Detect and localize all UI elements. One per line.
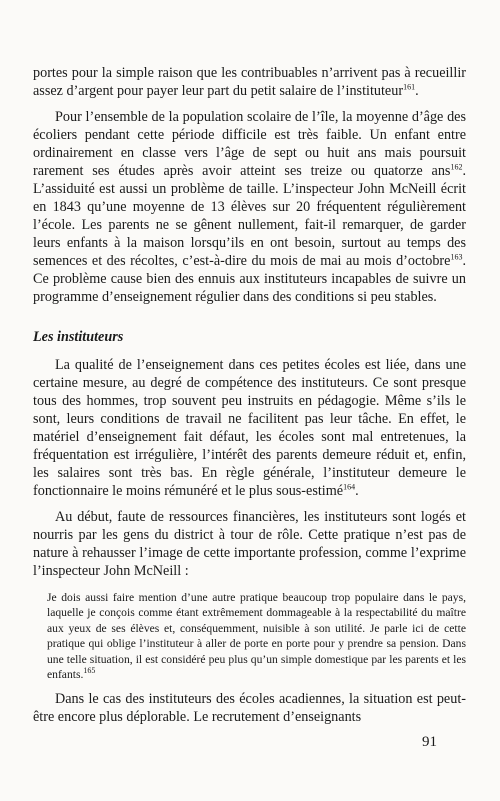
footnote-ref-164[interactable]: 164	[343, 482, 356, 492]
paragraph-lodging: Au début, faute de ressources financières, les instituteurs sont logés et nourris par les gens du district à tour de rôle. Cette pratique n’est pas de nature à rehausser l’image de cette importante profession, comme l’exprime l’inspecteur John McNeill :	[33, 509, 466, 579]
paragraph-continuation: portes pour la simple raison que les contribuables n’arrivent pas à recueillir assez d’argent pour payer leur part du petit salaire de l’instituteur$^{161}$.	[33, 65, 466, 99]
block-quotation: Je dois aussi faire mention d’une autre pratique beaucoup trop populaire dans le pays, laquelle je conçois comme étant extrêmement dommageable à la respectabilité du maître aux yeux de ses élèves et, conséquemment, nuisible à son utilité. Je parle ici de cette pratique qui oblige l’instituteur à aller de porte en porte pour y prendre sa pension. Dans une telle situation, il est considéré peu plus qu’un simple domestique par les parents et les enfants.$^{165}$	[47, 591, 466, 682]
footnote-ref-162[interactable]: 162	[450, 162, 463, 172]
paragraph-acadian-schools: Dans le cas des instituteurs des écoles acadiennes, la situation est peut-être encore plus déplorable. Le recrutement d’enseignants	[33, 691, 466, 726]
page-number: 91	[422, 734, 437, 750]
footnote-ref-161[interactable]: 161	[403, 82, 416, 92]
footnote-ref-165[interactable]: 165	[83, 666, 96, 676]
paragraph-school-population: Pour l’ensemble de la population scolaire de l’île, la moyenne d’âge des écoliers pendant cette période difficile est très faible. Un enfant entre ordinairement en classe vers l’âge de sept ou huit ans mais poursuit rarement ses études après avoir atteint ses treize ou quatorze ans$^{162}$. L’assiduité est aussi un problème de taille. L’inspecteur John McNeill écrit en 1843 qu’une moyenne de 13 élèves sur 20 fréquentent régulièrement l’école. Les parents ne se gênent nullement, fait-il remarquer, de garder leurs enfants à la maison lorsqu’ils en ont besoin, surtout au temps des semences et des récoltes, c’est-à-dire du mois de mai au mois d’octobre$^{163}$. Ce problème cause bien des ennuis aux instituteurs incapables de suivre un programme d’enseignement régulier dans des conditions si peu stables.	[33, 109, 466, 305]
footnote-ref-163[interactable]: 163	[450, 252, 463, 262]
section-heading: Les instituteurs	[33, 329, 124, 345]
paragraph-teaching-quality: La qualité de l’enseignement dans ces petites écoles est liée, dans une certaine mesure, au degré de compétence des instituteurs. Ce sont presque tous des hommes, trop souvent peu instruits en pédagogie. Même s’ils le sont, leurs conditions de travail ne facilitent pas leur tâche. En effet, le matériel d’enseignement fait défaut, les écoles sont mal entretenues, la fréquentation est irrégulière, l’intérêt des parents demeure réduit et, enfin, les salaires sont très bas. En règle générale, l’instituteur demeure le fonctionnaire le moins rémunéré et le plus sous-estimé$^{164}$.	[33, 357, 466, 499]
page-body	[33, 64, 466, 726]
